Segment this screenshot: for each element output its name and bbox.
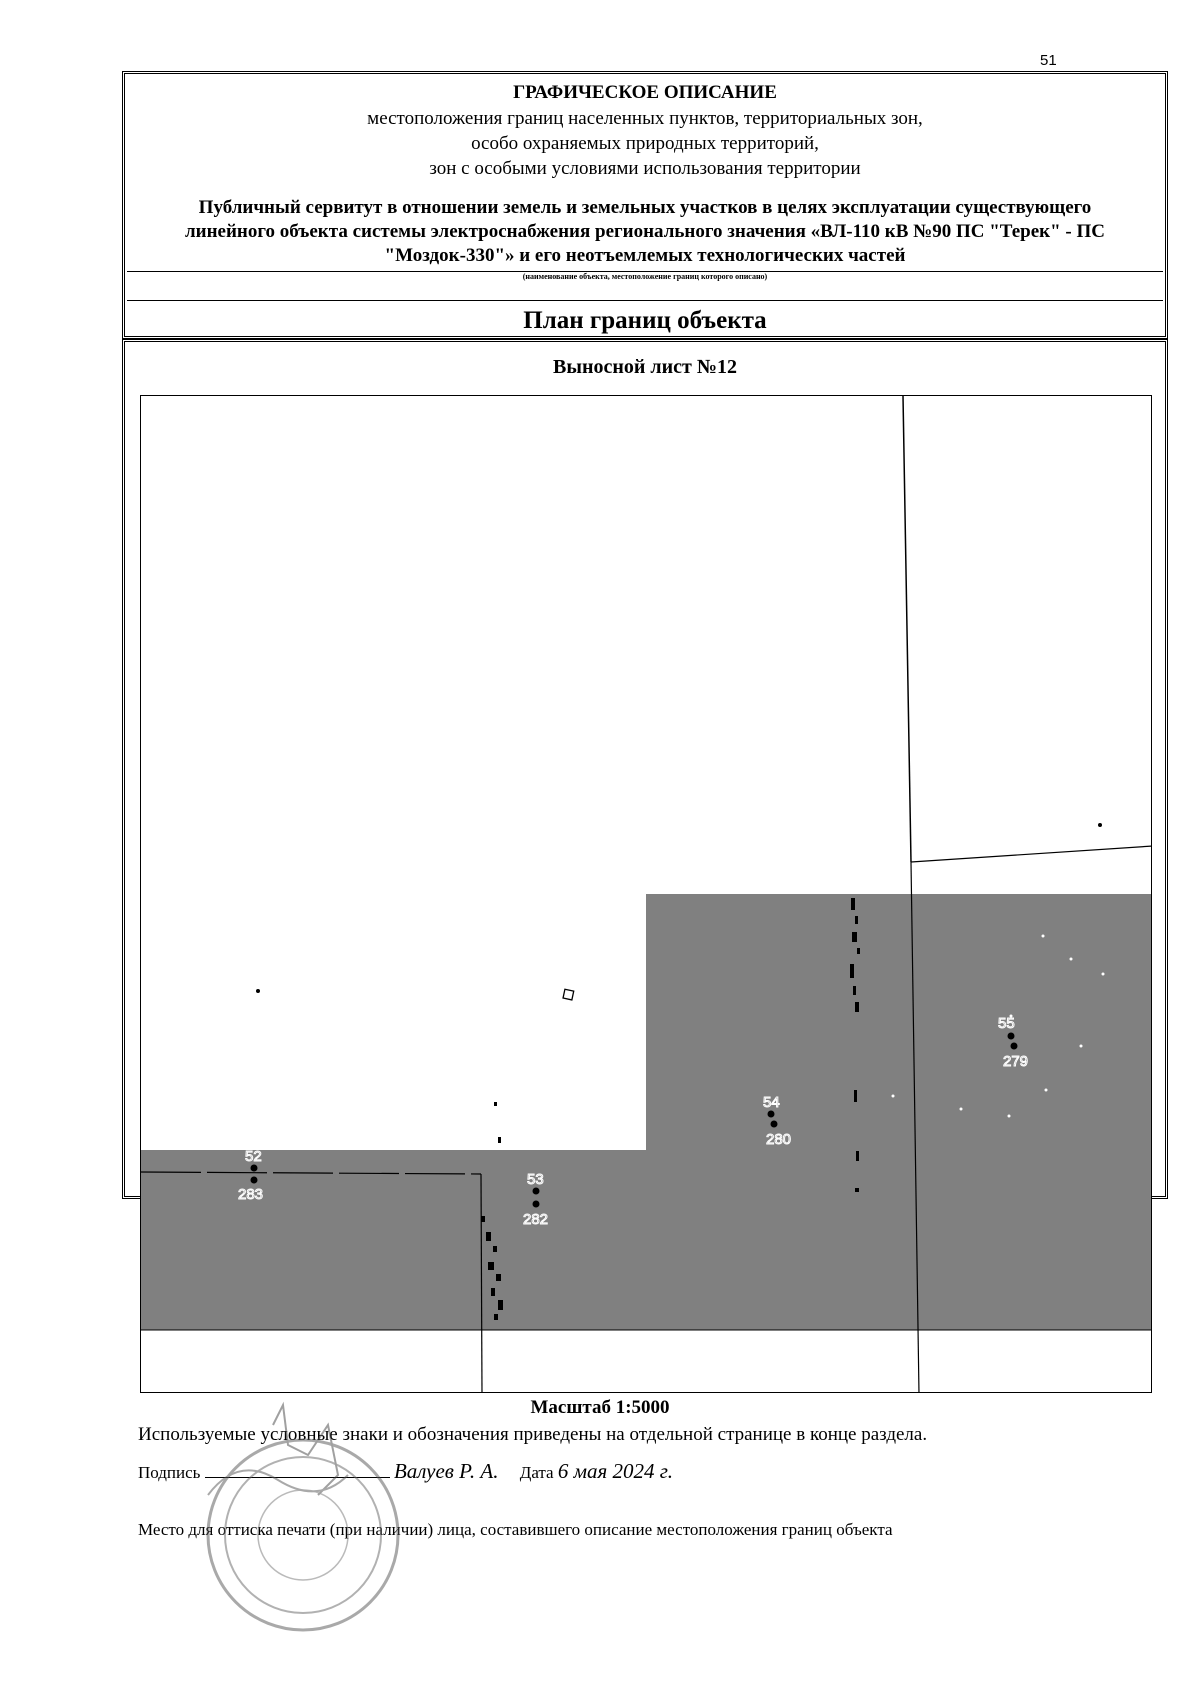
date-label: Дата [519,1463,554,1482]
stamp-note: Место для оттиска печати (при наличии) лица, составившего описание местоположения границ объекта [138,1520,893,1539]
point-sublabel: 283 [238,1186,264,1203]
building-mark [563,989,574,1000]
survey-mark [1098,823,1102,827]
header-frame [122,71,1168,339]
legend-note: Используемые условные знаки и обозначения приведены на отдельной странице в конце раздела. [138,1424,928,1445]
point-label: 54 [763,1094,780,1111]
parcel-boundary [903,396,911,862]
signer-name: Валуев Р. А. [393,1459,499,1483]
plan-title: План границ объекта [523,307,767,334]
document-title: ГРАФИЧЕСКОЕ ОПИСАНИЕ [513,82,777,103]
sheet-title: Выносной лист №12 [553,356,737,378]
point-sublabel: 282 [523,1211,549,1228]
point-label: 55 [998,1015,1015,1032]
servitude-zone [141,894,1152,1330]
seal-stamp-image [178,1385,418,1645]
point-label: 52 [245,1148,262,1165]
signature-label: Подпись [138,1463,201,1482]
parcel-boundary [911,846,1152,862]
point-sublabel: 279 [1003,1053,1029,1070]
map-drawing [141,396,1152,1393]
date-value: 6 мая 2024 г. [557,1459,673,1483]
point-sublabel: 280 [766,1131,792,1148]
boundary-map [140,395,1152,1393]
subtitle-line: местоположения границ населенных пунктов, территориальных зон, [367,108,923,129]
point-label: 53 [527,1171,544,1188]
survey-mark [256,989,260,993]
object-caption: (наименование объекта, местоположение границ которого описано) [522,272,768,281]
scale-label: Масштаб 1:5000 [530,1397,670,1418]
subtitle-line: зон с особыми условиями использования территории [429,158,861,179]
subtitle-line: особо охраняемых природных территорий, [471,133,819,154]
document-subtitle [125,106,1165,181]
page-number: 51 [1040,52,1057,69]
object-name: Публичный сервитут в отношении земель и земельных участков в целях эксплуатации существующего линейного объекта системы электроснабжения регионального значения «ВЛ-110 кВ №90 ПС "Терек" - ПС "Моздок-330"» и его неотъемлемых технологических частей [184,197,1105,266]
divider [127,300,1163,301]
